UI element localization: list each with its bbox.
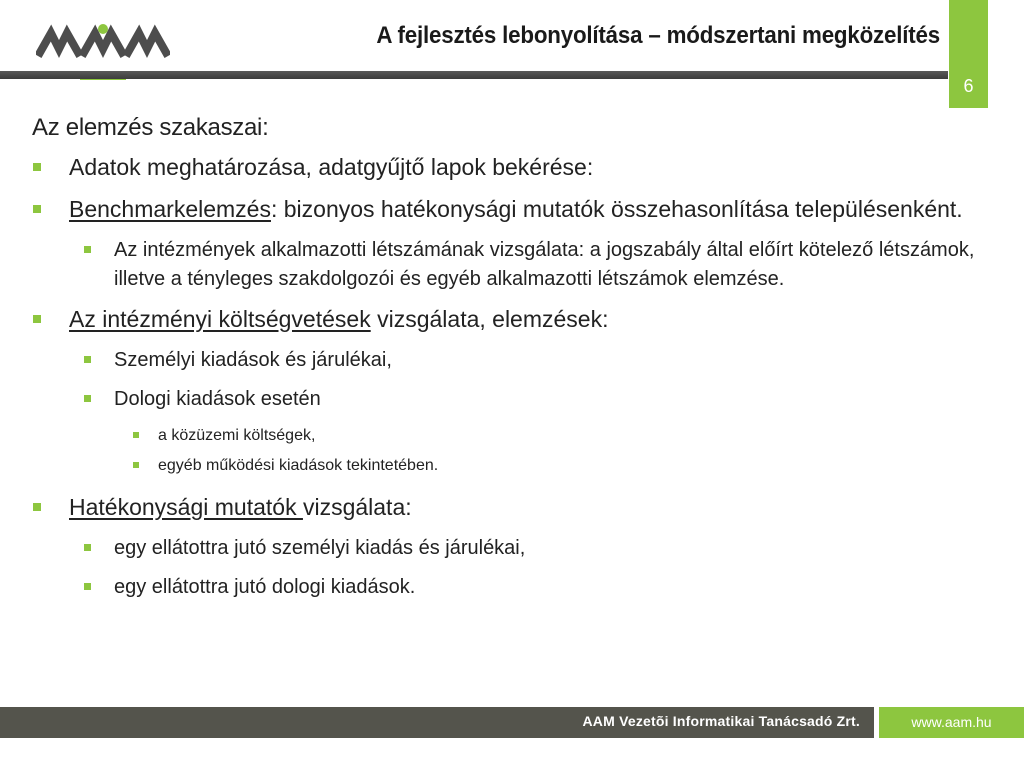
list-item: Adatok meghatározása, adatgyűjtő lapok bekérése:: [32, 152, 982, 183]
square-bullet-icon: [33, 205, 41, 213]
list-item: a közüzemi költségek,: [32, 424, 982, 448]
square-bullet-icon: [33, 503, 41, 511]
list-item: egyéb működési kiadások tekintetében.: [32, 454, 982, 478]
list-item: egy ellátottra jutó személyi kiadás és járulékai,: [32, 534, 982, 563]
list-item: Az intézményi költségvetések vizsgálata, elemzések:: [32, 304, 982, 335]
content-heading: Az elemzés szakaszai:: [32, 114, 269, 141]
header-divider: [0, 71, 948, 79]
footer-bar: [0, 707, 874, 738]
footer-company: AAM Vezetõi Informatikai Tanácsadó Zrt.: [582, 713, 860, 729]
square-bullet-icon: [84, 356, 91, 363]
slide-title: A fejlesztés lebonyolítása – módszertani megközelítés: [376, 22, 941, 49]
list-item: Dologi kiadások esetén: [32, 385, 982, 414]
square-bullet-icon: [84, 395, 91, 402]
budget-link[interactable]: Az intézményi költségvetések: [69, 306, 371, 332]
slide-content: [32, 114, 982, 612]
square-bullet-icon: [33, 315, 41, 323]
square-bullet-icon: [33, 163, 41, 171]
list-item: egy ellátottra jutó dologi kiadások.: [32, 573, 982, 602]
square-bullet-icon: [84, 544, 91, 551]
efficiency-link[interactable]: Hatékonysági mutatók: [69, 494, 303, 520]
square-bullet-icon: [84, 246, 91, 253]
footer-url-link[interactable]: www.aam.hu: [879, 707, 1024, 738]
list-item: Az intézmények alkalmazotti létszámának vizsgálata: a jogszabály által előírt kötelező létszámok, illetve a tényleges szakdolgozói és egyéb alkalmazotti létszámok elemzése.: [32, 236, 982, 294]
list-item: Személyi kiadások és járulékai,: [32, 346, 982, 375]
square-bullet-icon: [84, 583, 91, 590]
page-number: 6: [963, 76, 974, 96]
square-bullet-icon: [133, 462, 139, 468]
list-item: Benchmarkelemzés: bizonyos hatékonysági mutatók összehasonlítása településenként.: [32, 194, 982, 225]
benchmark-link[interactable]: Benchmarkelemzés: [69, 196, 271, 222]
list-item: Hatékonysági mutatók vizsgálata:: [32, 492, 982, 523]
bullet-list: [32, 152, 982, 602]
page-number-tab: [949, 0, 988, 108]
square-bullet-icon: [133, 432, 139, 438]
